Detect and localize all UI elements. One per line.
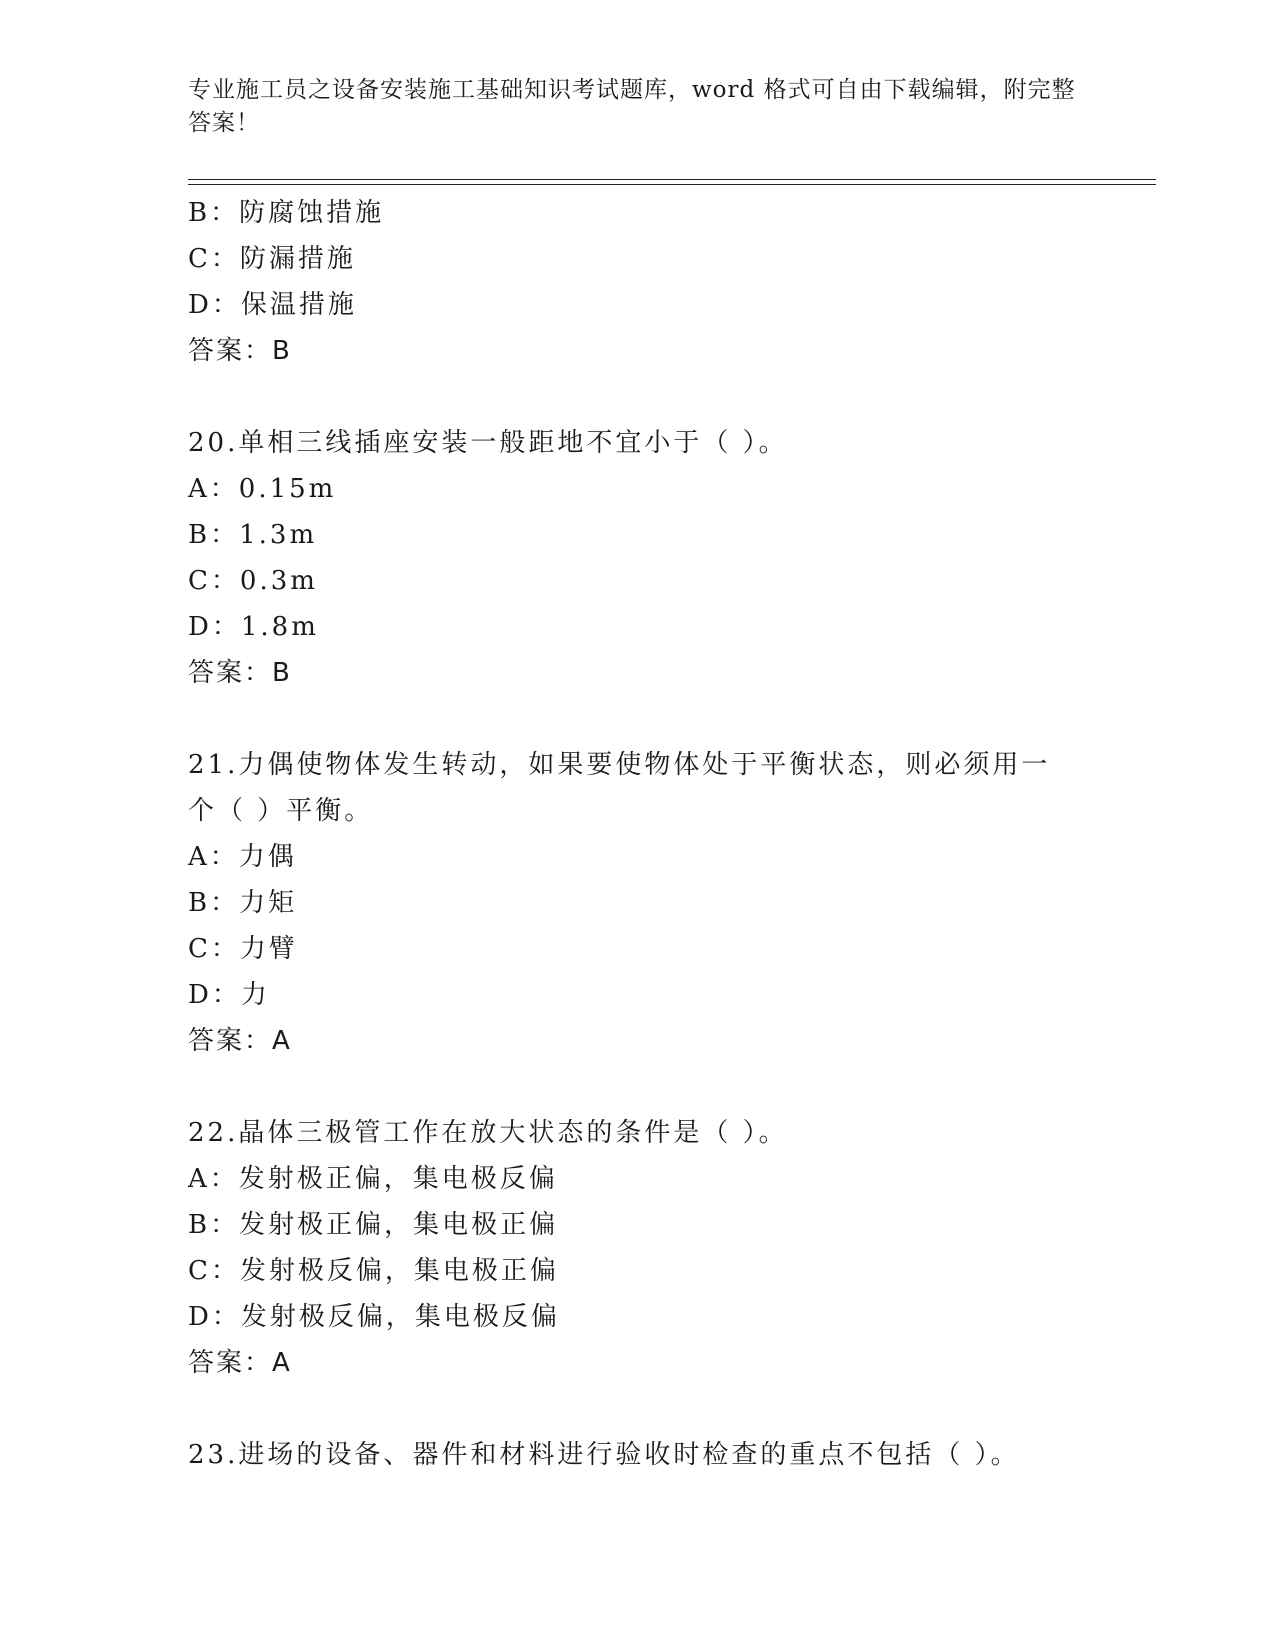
question-list (188, 190, 1088, 1478)
option-a: A：发射极正偏，集电极反偏 (188, 1164, 558, 1194)
option-b: B：1.3m (188, 520, 318, 550)
option-a: A：0.15m (188, 474, 337, 504)
question-stem: 23.进场的设备、器件和材料进行验收时检查的重点不包括（ ）。 (188, 1440, 1020, 1470)
question-stem: 20.单相三线插座安装一般距地不宜小于（ ）。 (188, 428, 788, 458)
answer: 答案：A (188, 1026, 292, 1056)
option-d: D：1.8m (188, 612, 319, 642)
question-21 (188, 742, 1088, 1064)
option-b: B：发射极正偏，集电极正偏 (188, 1210, 559, 1240)
question-20 (188, 420, 1088, 696)
answer: 答案：B (188, 658, 292, 688)
option-c: C：防漏措施 (188, 244, 356, 274)
option-b: B：防腐蚀措施 (188, 198, 385, 228)
header-text: 专业施工员之设备安装施工基础知识考试题库，word 格式可自由下载编辑，附完整答案！ (188, 77, 1076, 136)
option-c: C：0.3m (188, 566, 318, 596)
option-a: A：力偶 (188, 842, 297, 872)
option-d: D：力 (188, 980, 270, 1010)
option-b: B：力矩 (188, 888, 298, 918)
option-d: D：发射极反偏，集电极反偏 (188, 1302, 560, 1332)
partial-question (188, 190, 1088, 374)
question-22 (188, 1110, 1088, 1386)
option-c: C：力臂 (188, 934, 298, 964)
header-rule-top (188, 179, 1156, 180)
question-stem: 21.力偶使物体发生转动，如果要使物体处于平衡状态，则必须用一个（ ）平衡。 (188, 750, 1051, 826)
answer: 答案：B (188, 336, 292, 366)
header-rule-bottom (188, 184, 1156, 185)
answer: 答案：A (188, 1348, 292, 1378)
document-header (188, 74, 1078, 140)
question-23 (188, 1432, 1088, 1478)
option-d: D：保温措施 (188, 290, 357, 320)
question-stem: 22.晶体三极管工作在放大状态的条件是（ ）。 (188, 1118, 788, 1148)
option-c: C：发射极反偏，集电极正偏 (188, 1256, 559, 1286)
